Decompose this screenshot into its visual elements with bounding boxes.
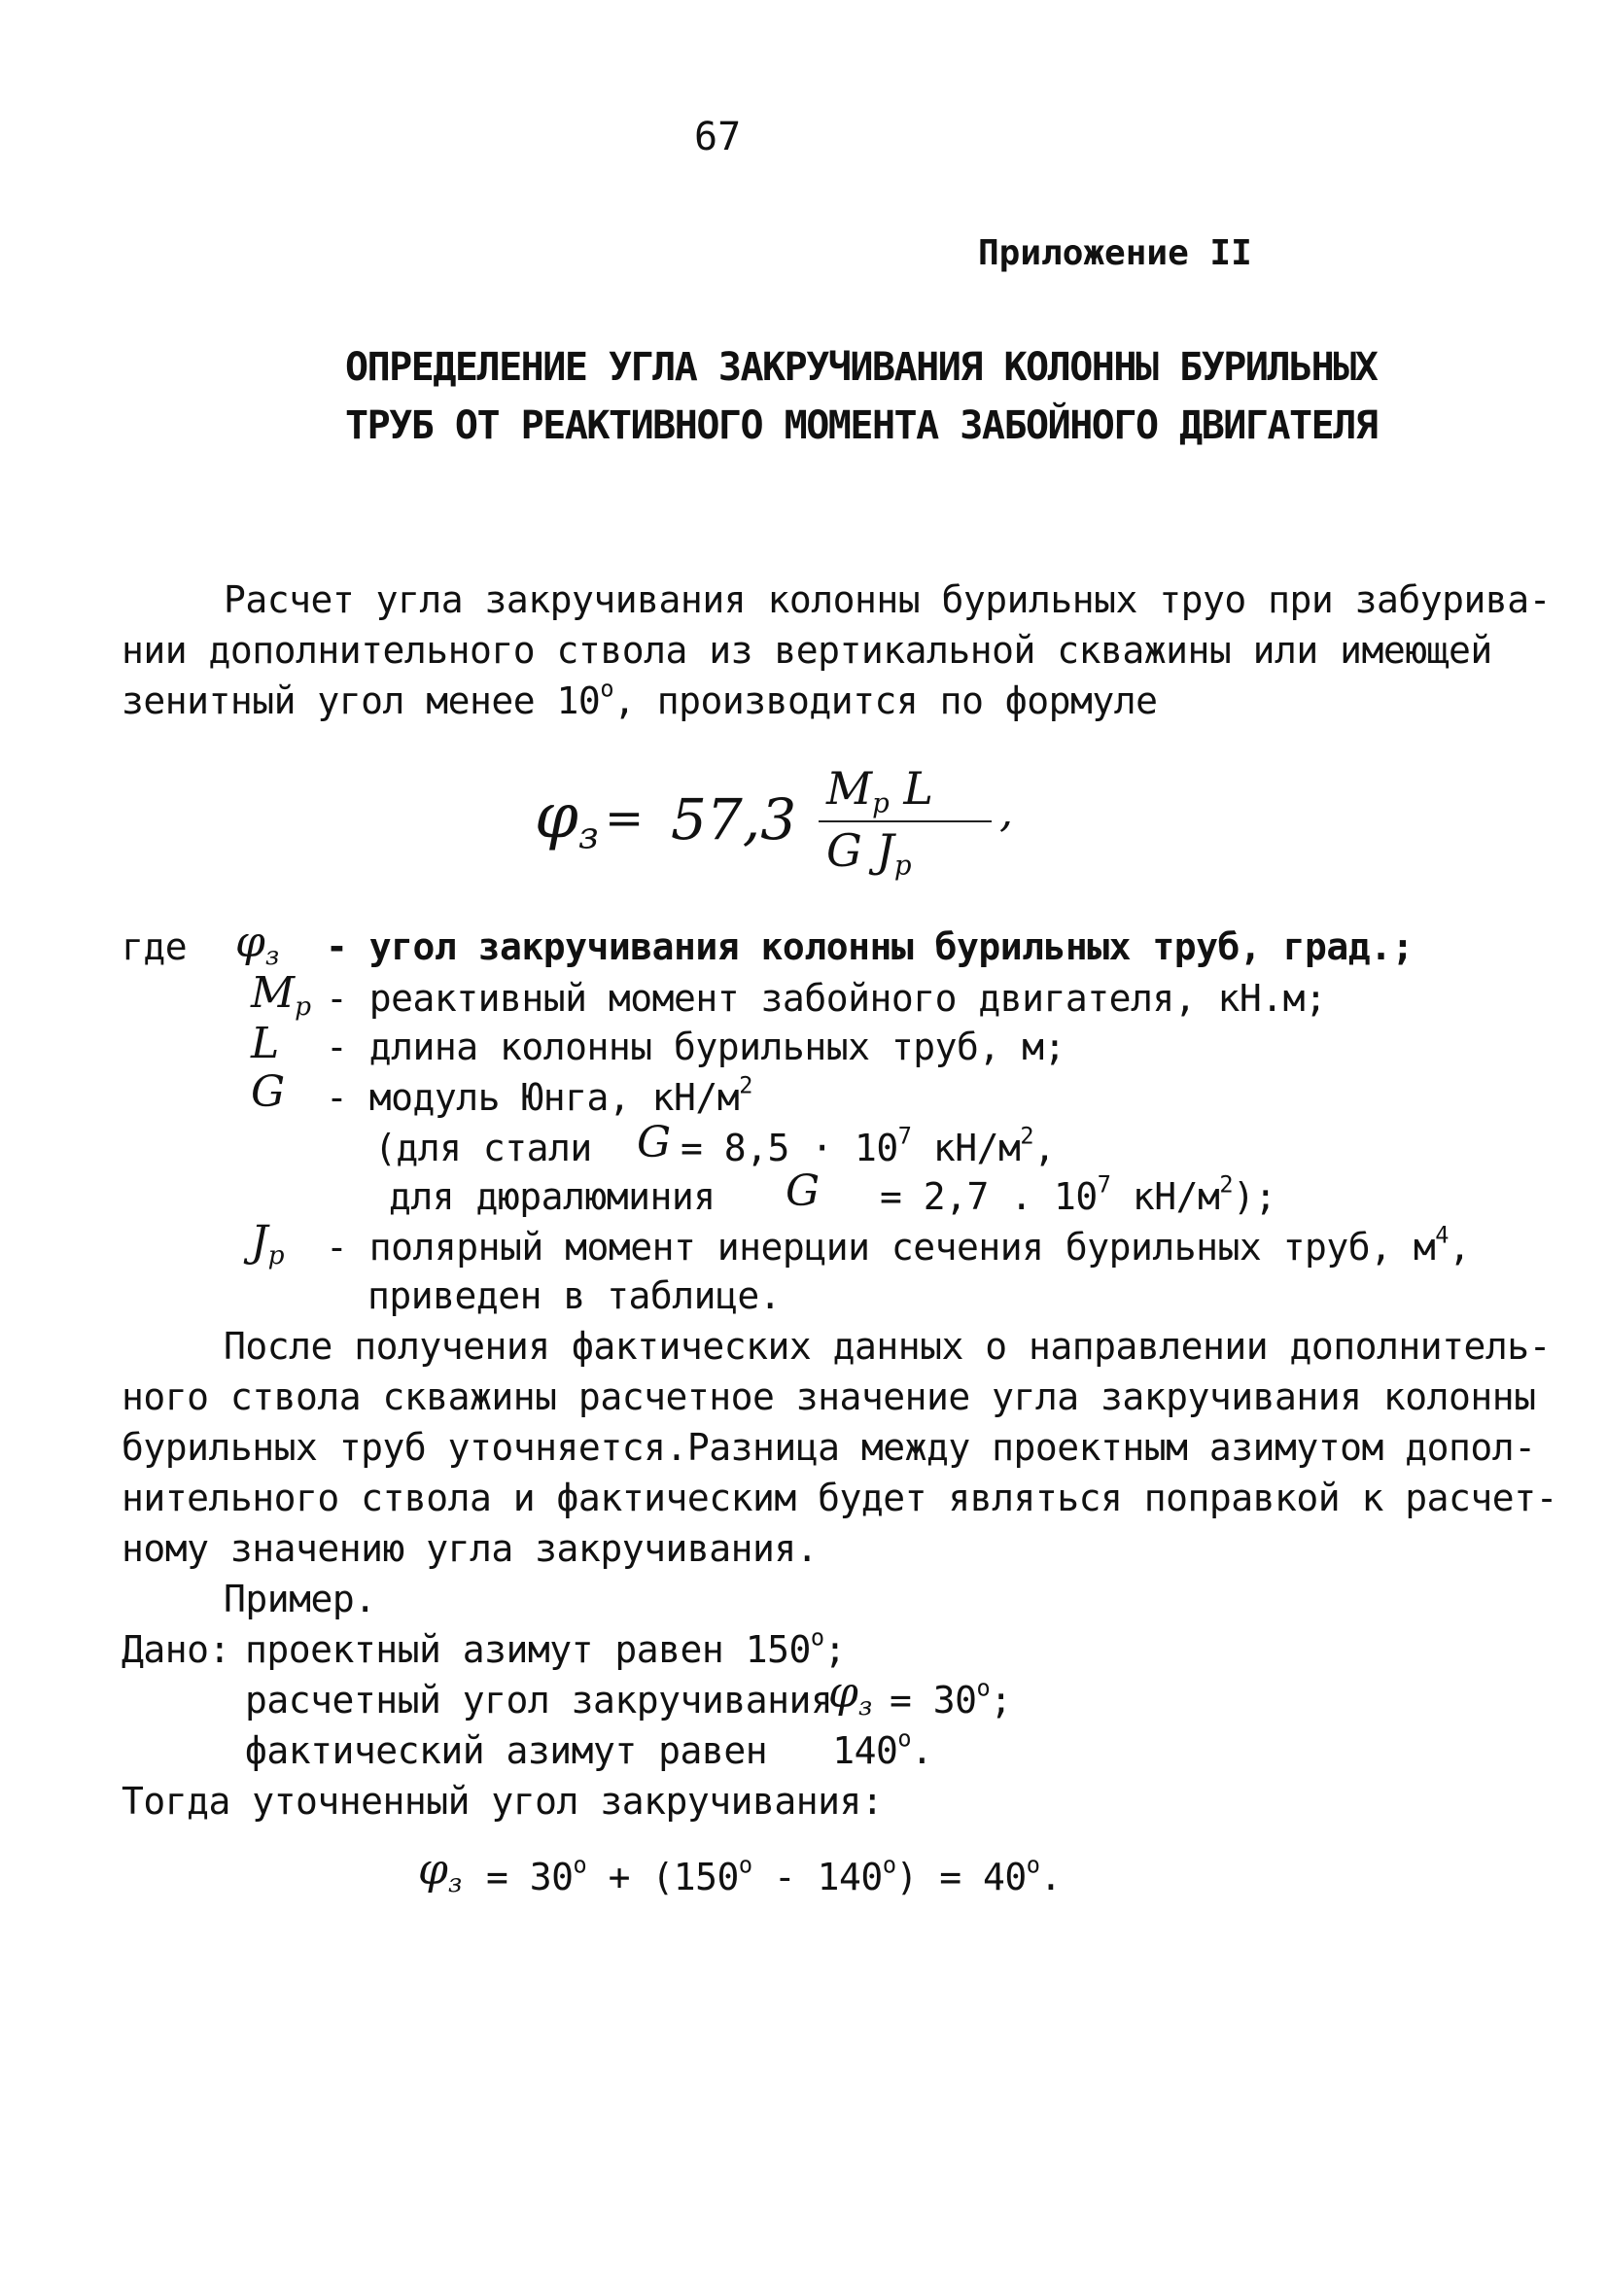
- where-item-length: - длина колонны бурильных труб, м;: [326, 1026, 1066, 1068]
- where-item-moment: - реактивный момент забойного двигателя, кН.м;: [326, 977, 1327, 1020]
- example-label: Пример.: [224, 1578, 376, 1620]
- formula-numerator: $M_р$ L: [826, 762, 933, 819]
- given-line-2-symbol: $\varphi_з$: [828, 1668, 873, 1722]
- intro-line-1: Расчет угла закручивания колонны бурильных труо при забурива-: [224, 578, 1552, 621]
- page-number: 67: [694, 115, 742, 159]
- symbol-moment: $M_р$: [251, 968, 311, 1022]
- result-formula: = $30^о + (150^о - 140^о) = 40^о$.: [486, 1851, 1062, 1898]
- appendix-label: Приложение II: [978, 233, 1252, 273]
- where-item-polar-2: приведен в таблице.: [367, 1274, 782, 1317]
- given-line-1: проектный азимут равен $150^о$;: [245, 1623, 846, 1671]
- after-line-1: После получения фактических данных о направлении дополнитель-: [224, 1325, 1552, 1368]
- formula-denominator: G $J_р$: [826, 824, 912, 882]
- symbol-modulus: G: [251, 1067, 286, 1117]
- formula-lhs: $\varphi_з$: [535, 781, 599, 858]
- where-item-phi: - угол закручивания колонны бурильных труб, град.;: [326, 925, 1414, 968]
- main-formula: [535, 762, 1040, 882]
- result-symbol: $\varphi_з$: [418, 1845, 463, 1898]
- steel-line: (для стали: [374, 1127, 592, 1169]
- fraction-line: [819, 820, 992, 822]
- steel-symbol: G: [637, 1118, 672, 1167]
- title-line-1: ОПРЕДЕЛЕНИЕ УГЛА ЗАКРУЧИВАНИЯ КОЛОННЫ БУРИЛЬНЫХ: [345, 345, 1378, 390]
- formula-coefficient: 57,3: [671, 786, 797, 852]
- then-line: Тогда уточненный угол закручивания:: [122, 1780, 884, 1823]
- intro-line-2: нии дополнительного ствола из вертикальной скважины или имеющей: [122, 629, 1492, 672]
- where-label: где: [122, 925, 188, 968]
- symbol-polar-moment: $J_р$: [251, 1217, 285, 1270]
- given-line-2: расчетный угол закручивания: [245, 1679, 833, 1722]
- given-label: Дано:: [122, 1628, 230, 1671]
- steel-value: = $8,5 \cdot 10^7$ $кН/м^2$,: [681, 1122, 1056, 1169]
- symbol-length: L: [251, 1019, 280, 1068]
- given-line-3: фактический азимут равен $140^о$.: [245, 1724, 933, 1772]
- symbol-phi: $\varphi_з$: [235, 918, 280, 971]
- duralumin-value: = 2,7 . $10^7$ $кН/м^2$);: [880, 1170, 1276, 1218]
- after-line-5: ному значению угла закручивания.: [122, 1527, 819, 1570]
- duralumin-symbol: G: [786, 1166, 821, 1216]
- where-item-modulus: - модуль Юнга, $кН/м^2$: [326, 1071, 752, 1119]
- after-line-3: бурильных труб уточняется.Разница между проектным азимутом допол-: [122, 1426, 1536, 1469]
- formula-equals: =: [605, 791, 645, 846]
- intro-line-3: зенитный угол менее $10^о$, производится по формуле: [122, 675, 1158, 722]
- after-line-2: ного ствола скважины расчетное значение угла закручивания колонны: [122, 1375, 1536, 1418]
- formula-comma: ,: [999, 787, 1013, 837]
- duralumin-line: для дюралюминия: [389, 1175, 716, 1218]
- title-line-2: ТРУБ ОТ РЕАКТИВНОГО МОМЕНТА ЗАБОЙНОГО ДВИГАТЕЛЯ: [345, 403, 1378, 448]
- where-item-polar: - полярный момент инерции сечения бурильных труб, $м^4$,: [326, 1221, 1471, 1269]
- after-line-4: нительного ствола и фактическим будет являться поправкой к расчет-: [122, 1477, 1557, 1519]
- given-line-2-value: = $30^о$;: [890, 1674, 1012, 1722]
